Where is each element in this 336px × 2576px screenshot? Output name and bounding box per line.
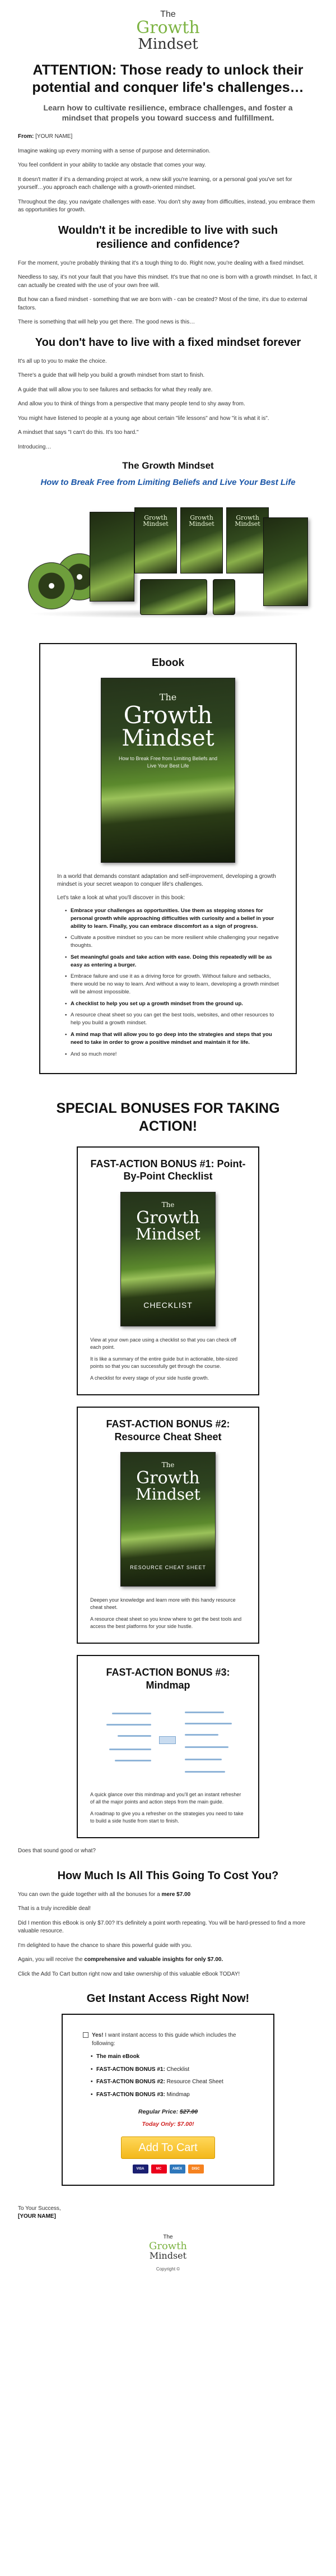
subheadline: Learn how to cultivate resilience, embrace challenges, and foster a mindset that propels you toward success and fulfillment. xyxy=(43,103,293,123)
body-paragraph: It's all up to you to make the choice. xyxy=(18,358,107,364)
cost-paragraph: I'm delighted to have the chance to share this powerful guide with you. xyxy=(18,1942,192,1949)
cost-value-bold: comprehensive and valuable insights for only $7.00. xyxy=(84,1957,223,1963)
body-paragraph: Needless to say, it's not your fault that you have this mindset. It's true that no one is born with a growth mindset. In fact, it can actually be created with the use of your own free will. xyxy=(18,274,317,289)
after-bonus-text: Does that sound good or what? xyxy=(18,1848,96,1854)
bonus-3-panel xyxy=(77,1655,259,1838)
mindmap-branch xyxy=(185,1712,224,1713)
cost-heading: How Much Is All This Going To Cost You? xyxy=(57,1869,279,1882)
body-paragraph: There is something that will help you get there. The good news is this… xyxy=(18,319,195,326)
order-item-bold: FAST-ACTION BONUS #1: xyxy=(96,2066,165,2073)
payment-card-icon: DISC xyxy=(188,2165,204,2173)
ebook-paragraph: In a world that demands constant adaptation and self-improvement, developing a growth mindset is your secret weapon to conquer life's challenges. xyxy=(57,873,276,888)
mindmap-branch xyxy=(118,1735,151,1737)
cost-section xyxy=(18,1869,318,1979)
feature-text: A resource cheat sheet so you can get the best tools, websites, and other resources to help you build a growth mindset. xyxy=(71,1012,274,1026)
cover-the: The xyxy=(159,691,177,702)
mindmap-center-node xyxy=(159,1736,176,1744)
bonus-3-title: FAST-ACTION BONUS #3: Mindmap xyxy=(106,1667,230,1691)
site-logo[interactable] xyxy=(0,0,336,62)
ebook-panel xyxy=(39,643,297,1075)
cover-growth: Growth xyxy=(136,1208,200,1228)
cheatsheet-cover-image xyxy=(120,1452,216,1587)
cover-mindset: Mindset xyxy=(136,1485,200,1504)
order-confirm-text xyxy=(92,2032,253,2048)
bonus-2-panel xyxy=(77,1407,259,1644)
mindmap-image xyxy=(101,1701,235,1780)
ebook-paragraph: Let's take a look at what you'll discover in this book: xyxy=(57,894,185,901)
add-to-cart-button[interactable]: Add To Cart xyxy=(121,2136,215,2159)
ebook-feature-list xyxy=(57,907,279,1058)
cover-the: The xyxy=(161,1461,175,1469)
yes-label: Yes! xyxy=(92,2032,104,2039)
cost-paragraph xyxy=(18,1956,318,1964)
bonus-2-paragraph: A resource cheat sheet so you know where to get the best tools and access the best platforms for your side hustle. xyxy=(90,1616,242,1630)
order-item-bold: The main eBook xyxy=(96,2054,140,2060)
payment-cards xyxy=(83,2165,253,2173)
order-item-text: Resource Cheat Sheet xyxy=(165,2079,223,2085)
bonus-1-paragraph: It is like a summary of the entire guide but in actionable, bite-sized points so that you can successfully get through the course. xyxy=(90,1356,238,1369)
bonus-1-paragraph: View at your own pace using a checklist so that you can check off each point. xyxy=(90,1336,236,1350)
software-box-image xyxy=(263,517,308,606)
intro-paragraph: Throughout the day, you navigate challenges with ease. You don't shy away from difficulties, instead, you embrace them as opportunities for growth. xyxy=(18,198,315,214)
from-label: From: xyxy=(18,133,34,140)
mindmap-branch xyxy=(185,1746,228,1748)
cover-the: The xyxy=(161,1200,175,1209)
order-item xyxy=(91,2066,253,2074)
ebook-feature-item xyxy=(65,1000,279,1008)
cover-growth: Growth xyxy=(136,1468,200,1488)
mindmap-branch xyxy=(106,1724,151,1726)
order-item xyxy=(91,2091,253,2099)
cost-text: Again, you will receive the xyxy=(18,1957,85,1963)
order-item-text: Mindmap xyxy=(165,2091,190,2098)
feature-bold-text: Embrace your challenges as opportunities. Use them as stepping stones for personal growth while approaching difficulties with curiosity and a belief in your ability to learn. Finally, you can embrace discomfort as a sign of progress. xyxy=(71,908,274,929)
ebook-feature-item xyxy=(65,1051,279,1058)
today-price: Today Only: $7.00! xyxy=(142,2120,194,2128)
body-paragraph: But how can a fixed mindset - something that we are born with - can be created? Most of the time, it's due to external factors. xyxy=(18,297,307,311)
body-paragraph: Introducing… xyxy=(18,443,52,450)
yes-text: I want instant access to this guide which includes the following: xyxy=(92,2032,236,2047)
bonus-3-paragraph: A quick glance over this mindmap and you'll get an instant refresher of all the major points and action steps from the main guide. xyxy=(90,1792,241,1805)
ebook-feature-item xyxy=(65,934,279,950)
section-heading-resilience: Wouldn't it be incredible to live with such resilience and confidence? xyxy=(58,224,278,251)
book-cover-image: Growth Mindset xyxy=(226,507,269,574)
body-paragraph: For the moment, you're probably thinking that it's a tough thing to do. Right now, you're dealing with a fixed mindset. xyxy=(18,260,305,266)
bonus-2-paragraph: Deepen your knowledge and learn more with this handy resource cheat sheet. xyxy=(90,1597,236,1611)
ebook-feature-item xyxy=(65,973,279,996)
ebook-cover-image xyxy=(101,678,235,863)
product-tagline: How to Break Free from Limiting Beliefs and Live Your Best Life xyxy=(40,478,296,488)
feature-text: Cultivate a positive mindset so you can be more resilient while challenging your negative thoughts. xyxy=(71,935,279,949)
logo-the: The xyxy=(160,10,176,19)
footer-logo[interactable] xyxy=(18,2233,318,2261)
logo-the: The xyxy=(163,2233,173,2240)
intro-paragraph: You feel confident in your ability to tackle any obstacle that comes your way. xyxy=(18,162,206,169)
cover-strip: CHECKLIST xyxy=(143,1301,193,1310)
payment-card-icon: VISA xyxy=(133,2165,148,2173)
order-item xyxy=(91,2078,253,2087)
cost-text: You can own the guide together with all the bonuses for a xyxy=(18,1891,162,1898)
regular-price xyxy=(83,2108,253,2116)
ebook-title: Ebook xyxy=(151,656,185,669)
signoff-name: [YOUR NAME] xyxy=(18,2213,56,2220)
intro-paragraph: It doesn't matter if it's a demanding project at work, a new skill you're learning, or a personal goal you've set for yourself…you approach each challenge with a growth-oriented mindset. xyxy=(18,176,292,191)
headline: ATTENTION: Those ready to unlock their potential and conquer life's challenges… xyxy=(32,62,304,95)
bonus-3-paragraph: A roadmap to give you a refresher on the strategies you need to take to build a side hustle from start to finish. xyxy=(90,1811,244,1824)
product-name: The Growth Mindset xyxy=(122,460,214,471)
copyright-text: Copyright © xyxy=(156,2267,180,2272)
from-line xyxy=(18,133,318,141)
mindmap-branch xyxy=(115,1760,151,1761)
ebook-feature-item xyxy=(65,1011,279,1027)
bonus-1-panel xyxy=(77,1146,259,1395)
order-confirm-row xyxy=(83,2032,253,2048)
bonus-2-title: FAST-ACTION BONUS #2: Resource Cheat Sheet xyxy=(106,1418,230,1442)
cost-paragraph: Did I mention this eBook is only $7.00? It's definitely a point worth repeating. You will be hard-pressed to find a more valuable resource. xyxy=(18,1920,306,1935)
mindmap-branch xyxy=(112,1713,151,1714)
cost-paragraph: Click the Add To Cart button right now and take ownership of this valuable eBook TODAY! xyxy=(18,1971,240,1977)
checklist-cover-image xyxy=(120,1192,216,1326)
cover-tagline: How to Break Free from Limiting Beliefs and Live Your Best Life xyxy=(118,755,218,769)
logo-growth: Growth xyxy=(136,18,200,38)
feature-bold-text: A checklist to help you set up a growth mindset from the ground up. xyxy=(71,1000,243,1007)
mindmap-branch xyxy=(185,1771,225,1773)
order-checkbox[interactable] xyxy=(83,2032,88,2038)
body-paragraph: And allow you to think of things from a perspective that many people tend to shy away from. xyxy=(18,401,245,408)
mindmap-branch xyxy=(185,1723,232,1724)
payment-card-icon: AMEX xyxy=(170,2165,185,2173)
cost-price-bold: mere $7.00 xyxy=(161,1891,191,1898)
payment-card-icon: MC xyxy=(151,2165,167,2173)
body-paragraph: You might have listened to people at a young age about certain "life lessons" and how "it is what it is". xyxy=(18,415,269,422)
order-item-bold: FAST-ACTION BONUS #3: xyxy=(96,2091,165,2098)
order-item xyxy=(91,2053,253,2061)
ebook-feature-item xyxy=(65,954,279,969)
logo-mindset: Mindset xyxy=(149,2250,187,2261)
regular-price-value: $27.00 xyxy=(180,2108,198,2116)
order-item-text: Checklist xyxy=(165,2066,190,2073)
ebook-feature-item xyxy=(65,907,279,930)
bonuses-heading: SPECIAL BONUSES FOR TAKING ACTION! xyxy=(56,1100,280,1134)
order-heading: Get Instant Access Right Now! xyxy=(86,1992,250,2005)
cover-strip: RESOURCE CHEAT SHEET xyxy=(130,1564,206,1570)
product-bundle-image xyxy=(22,495,314,618)
feature-text: Embrace failure and use it as a driving force for growth. Without failure and setbacks, there would be no way to learn. And without a way to learn, developing a growth mindset will be almost impossible. xyxy=(71,973,279,995)
intro-paragraph: Imagine waking up every morning with a sense of purpose and determination. xyxy=(18,147,211,154)
book-cover-image: Growth Mindset xyxy=(180,507,223,574)
order-item-list xyxy=(83,2053,253,2099)
cost-paragraph: That is a truly incredible deal! xyxy=(18,1906,91,1912)
bonus-1-paragraph: A checklist for every stage of your side hustle growth. xyxy=(90,1375,209,1381)
book-cover-image: Growth Mindset xyxy=(134,507,177,574)
feature-bold-text: Set meaningful goals and take action with ease. Doing this repeatedly will be as easy as entering a burger. xyxy=(71,954,272,968)
logo-growth: Growth xyxy=(148,2240,188,2253)
body-paragraph: There's a guide that will help you build a growth mindset from start to finish. xyxy=(18,372,205,379)
software-box-image xyxy=(90,512,134,602)
order-box xyxy=(62,2014,274,2185)
mindmap-branch xyxy=(185,1759,222,1760)
cd-disc-image xyxy=(28,562,75,609)
main-content xyxy=(0,62,336,2273)
signoff xyxy=(18,2205,318,2221)
signoff-line: To Your Success, xyxy=(18,2205,61,2212)
feature-text: And so much more! xyxy=(71,1051,117,1057)
order-item-bold: FAST-ACTION BONUS #2: xyxy=(96,2079,165,2085)
section-heading-fixed-mindset: You don't have to live with a fixed mindset forever xyxy=(35,336,301,349)
feature-bold-text: A mind map that will allow you to go deep into the strategies and steps that you need to take in order to grow a positive mindset and maintain it for life. xyxy=(71,1031,272,1046)
body-paragraph: A guide that will allow you to see failures and setbacks for what they really are. xyxy=(18,386,213,393)
cover-mindset: Mindset xyxy=(136,1225,200,1244)
cost-paragraph xyxy=(18,1891,318,1899)
regular-price-label: Regular Price: xyxy=(138,2108,180,2116)
bonus-1-title: FAST-ACTION BONUS #1: Point-By-Point Checklist xyxy=(90,1158,246,1182)
mindmap-branch xyxy=(109,1749,151,1750)
logo-mindset: Mindset xyxy=(138,35,198,53)
from-name: [YOUR NAME] xyxy=(35,133,73,140)
cover-growth: Growth xyxy=(123,701,213,729)
mindmap-branch xyxy=(185,1734,218,1736)
bundle-shadow xyxy=(28,609,308,618)
body-paragraph: A mindset that says "I can't do this. It's too hard." xyxy=(18,429,139,436)
ebook-feature-item xyxy=(65,1031,279,1047)
cover-mindset: Mindset xyxy=(122,725,214,751)
